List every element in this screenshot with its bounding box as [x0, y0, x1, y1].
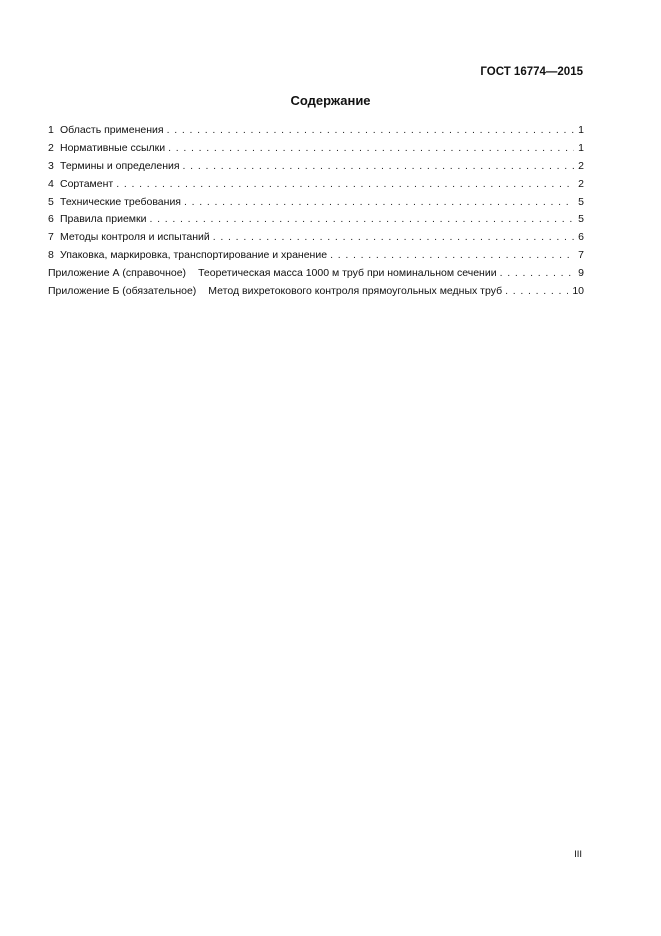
toc-dot-leader	[181, 194, 574, 212]
toc-appendix-title: Метод вихретокового контроля прямоугольных медных труб	[208, 285, 503, 298]
toc-entry[interactable]	[48, 247, 584, 265]
toc-entry-page: 6	[578, 231, 584, 244]
toc-entry[interactable]	[48, 229, 584, 247]
toc-entry-title: Сортамент	[60, 177, 114, 190]
toc-dot-leader	[327, 247, 574, 265]
toc-dot-leader	[164, 122, 575, 140]
toc-entry-number: 3	[48, 159, 54, 172]
toc-entry-page: 2	[578, 177, 584, 190]
toc-entry-title: Правила приемки	[60, 213, 147, 226]
page-number: III	[574, 849, 582, 860]
toc-entry-page: 5	[578, 213, 584, 226]
toc-entry-number: 7	[48, 231, 54, 244]
toc-entry-title: Упаковка, маркировка, транспортирование и хранение	[60, 249, 328, 262]
toc-entry-page: 1	[578, 141, 584, 154]
document-code: ГОСТ 16774—2015	[480, 66, 583, 78]
toc-entry-number: 5	[48, 195, 54, 208]
toc-appendix-label: Приложение А (справочное)	[48, 267, 187, 280]
toc-entry-number: 1	[48, 124, 54, 136]
toc-entry-page: 7	[578, 249, 584, 262]
toc-entry[interactable]	[48, 211, 584, 229]
toc-dot-leader	[210, 229, 574, 247]
toc-appendix-label: Приложение Б (обязательное)	[48, 285, 197, 298]
toc-entry-title: Технические требования	[60, 195, 181, 208]
toc-entry[interactable]	[48, 158, 584, 176]
toc-dot-leader	[497, 265, 575, 283]
toc-title: Содержание	[290, 93, 371, 108]
toc-entry[interactable]	[48, 176, 584, 194]
toc-appendix-title: Теоретическая масса 1000 м труб при номинальном сечении	[198, 267, 497, 280]
toc-dot-leader	[146, 211, 574, 229]
table-of-contents	[48, 122, 584, 301]
toc-dot-leader	[113, 176, 574, 194]
toc-entry[interactable]	[48, 140, 584, 158]
toc-entry-title: Область применения	[60, 124, 164, 136]
toc-entry-number: 8	[48, 249, 54, 262]
toc-appendix-page: 9	[578, 267, 584, 280]
toc-entry-page: 2	[578, 159, 584, 172]
toc-dot-leader	[180, 158, 575, 176]
toc-appendix-entry[interactable]	[48, 283, 584, 301]
toc-entry-number: 4	[48, 177, 54, 190]
toc-entry-page: 5	[578, 195, 584, 208]
toc-dot-leader	[165, 140, 574, 158]
toc-entry[interactable]	[48, 194, 584, 212]
toc-entry[interactable]	[48, 122, 584, 140]
toc-entry-page: 1	[578, 124, 584, 136]
toc-entry-title: Термины и определения	[60, 159, 180, 172]
toc-entry-number: 2	[48, 141, 54, 154]
toc-dot-leader	[502, 283, 568, 301]
toc-entry-title: Нормативные ссылки	[60, 141, 166, 154]
toc-entry-number: 6	[48, 213, 54, 226]
toc-appendix-entry[interactable]	[48, 265, 584, 283]
toc-appendix-page: 10	[572, 285, 584, 298]
toc-entry-title: Методы контроля и испытаний	[60, 231, 210, 244]
